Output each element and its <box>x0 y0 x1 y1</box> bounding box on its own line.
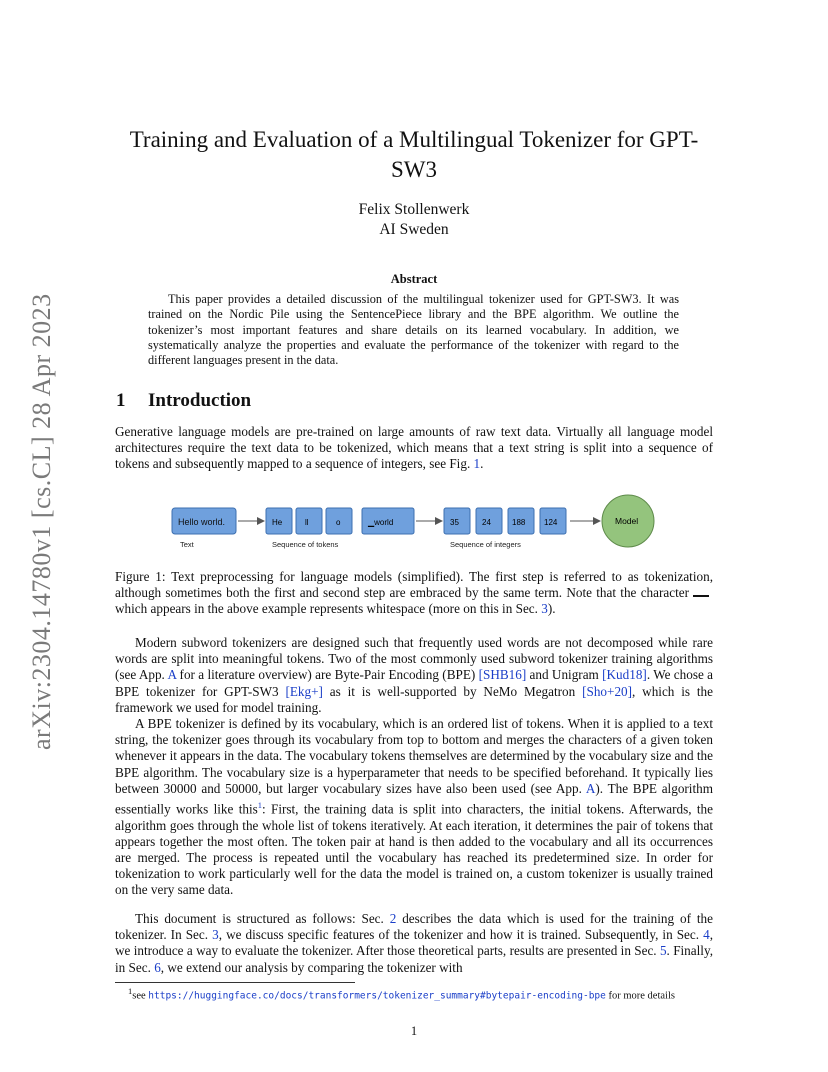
text-run: ). The BPE algorithm essentially works like this <box>115 780 713 817</box>
footnote-ref-link[interactable]: 1 <box>257 800 262 811</box>
text-run: Generative language models are pre-trained on large amounts of raw text data. Virtually all language model architectures require the text data to be tokenized, which means that a text string is split into a sequence of tokens and subsequently mapped to a sequence of integers, see Fig. <box>115 424 713 472</box>
section-heading <box>116 390 251 412</box>
text-run: Modern subword tokenizers are designed such that frequently used words are not decomposed while rare words are split into meaningful tokens. Two of the most commonly used subword tokenizer training algorithms (see App. <box>115 635 713 683</box>
token-box <box>296 508 322 534</box>
text-run: This document is structured as follows: Sec. <box>135 911 390 926</box>
text-run: ). <box>547 601 556 617</box>
model-label: Model <box>615 516 639 526</box>
text-run: , we introduce a way to evaluate the tokenizer. After those theoretical parts, results are presented in Sec. <box>115 927 714 959</box>
token-label: o <box>336 518 341 527</box>
footnote-mark: 1 <box>128 986 133 996</box>
page-number: 1 <box>410 1024 418 1038</box>
tokens-caption: Sequence of tokens <box>272 540 339 549</box>
section-number: 1 <box>116 390 126 411</box>
text-run: , which is the framework we used for model training. <box>115 683 714 715</box>
section-ref-link[interactable]: 2 <box>389 911 397 926</box>
citation-link[interactable]: [Kud18] <box>602 667 647 683</box>
text-run: and Unigram <box>526 667 603 683</box>
id-label: 35 <box>450 518 459 527</box>
whitespace-glyph <box>693 586 709 597</box>
citation-link[interactable]: [SHB16] <box>478 667 527 683</box>
text-run: for a literature overview) are Byte-Pair Encoding (BPE) <box>176 667 479 683</box>
text-caption: Text <box>180 540 194 549</box>
footnote <box>128 986 675 1002</box>
text-run: which appears in the above example represents whitespace (more on this in Sec. <box>115 601 542 617</box>
intro-paragraph <box>115 424 713 473</box>
paper-title: Training and Evaluation of a Multilingual Tokenizer for GPT-SW3 <box>129 127 699 182</box>
section-ref-link[interactable]: 4 <box>703 927 710 943</box>
text-run: as it is well-supported by NeMo Megatron <box>322 683 583 699</box>
id-label: 124 <box>544 518 558 527</box>
appendix-ref-link[interactable]: A <box>167 667 177 683</box>
footnote-url-link[interactable]: https://huggingface.co/docs/transformers/tokenizer_summary#bytepair-encoding-bpe <box>148 990 606 1002</box>
figure-caption <box>115 569 713 618</box>
text-run: , we discuss specific features of the tokenizer and how it is trained. Subsequently, in Sec. <box>218 927 704 943</box>
author-block <box>110 200 718 240</box>
footnote-rule <box>115 982 355 983</box>
section-title: Introduction <box>148 390 252 411</box>
arxiv-watermark: arXiv:2304.14780v1 [cs.CL] 28 Apr 2023 <box>27 293 56 750</box>
text-run: , we extend our analysis by comparing the tokenizer with <box>160 959 463 975</box>
ids-caption: Sequence of integers <box>450 540 521 549</box>
text-run: for more details <box>605 990 675 1002</box>
paragraph-bpe <box>115 716 713 899</box>
text-run: : First, the training data is split into characters, the initial tokens. Afterwards, the algorithm goes through the whole list of tokens iteratively. At each iteration, it determines the pair of tokens that appears together the most often. The token pair at hand is then added to the vocabulary and all its occurrences are merged. The process is repeated until the vocabulary has reached its predetermined size. In order for tokenization to work particularly well for the data the model is trained on, a custom tokenizer is usually trained on the very same data. <box>115 801 713 898</box>
token-label: ll <box>305 518 309 527</box>
appendix-ref-link[interactable]: A <box>585 780 596 796</box>
figure-tokenization-pipeline <box>160 490 680 560</box>
text-run: A BPE tokenizer is defined by its vocabulary, which is an ordered list of tokens. When it is applied to a text string, the tokenizer goes through its vocabulary from top to bottom and merges the characters of a given token whenever it appears in the data. The vocabulary tokens themselves are determined by the vocabulary size and the BPE algorithm. The vocabulary size is a hyperparameter that needs to be specified beforehand. It typically lies between 30000 and 50000, but larger vocabulary sizes have also been used (see App. <box>115 716 713 796</box>
text-run: Figure 1: Text preprocessing for language models (simplified). The first step is referred to as tokenization, although sometimes both the first and second step are embraced by the same term. Note that the character <box>115 569 713 601</box>
token-label: ▁world <box>368 518 394 527</box>
abstract-heading: Abstract <box>390 272 438 286</box>
text-run: . We chose a BPE tokenizer for GPT-SW3 <box>115 667 713 699</box>
section-ref-link[interactable]: 5 <box>659 943 667 959</box>
text-run: describes the data which is used for the training of the tokenizer. In Sec. <box>115 911 713 943</box>
text-run: . <box>480 456 484 472</box>
id-label: 24 <box>482 518 491 527</box>
section-ref-link[interactable]: 3 <box>212 927 219 943</box>
author-affiliation: AI Sweden <box>379 221 449 238</box>
citation-link[interactable]: [Ekg+] <box>285 683 323 699</box>
token-label: He <box>272 518 283 527</box>
section-ref-link[interactable]: 6 <box>154 959 161 975</box>
text-box-label: Hello world. <box>178 517 226 527</box>
id-label: 188 <box>512 518 526 527</box>
text-run: . Finally, in Sec. <box>115 943 713 975</box>
author-name: Felix Stollenwerk <box>358 201 470 218</box>
paragraph-structure <box>115 911 713 976</box>
section-ref-link[interactable]: 3 <box>541 601 548 617</box>
paragraph-tokenizers <box>115 635 713 716</box>
abstract-text: This paper provides a detailed discussion of the multilingual tokenizer used for GPT-SW3. It was trained on the Nordic Pile using the SentencePiece library and the BPE algorithm. We outline the tokenizer’s most important features and share details on its learned vocabulary. In addition, we systematically analyze the properties and evaluate the performance of the tokenizer with regard to the different languages present in the data. <box>148 292 679 368</box>
figure-ref-link[interactable]: 1 <box>473 456 481 472</box>
citation-link[interactable]: [Sho+20] <box>582 683 633 699</box>
text-run: see <box>132 990 149 1002</box>
